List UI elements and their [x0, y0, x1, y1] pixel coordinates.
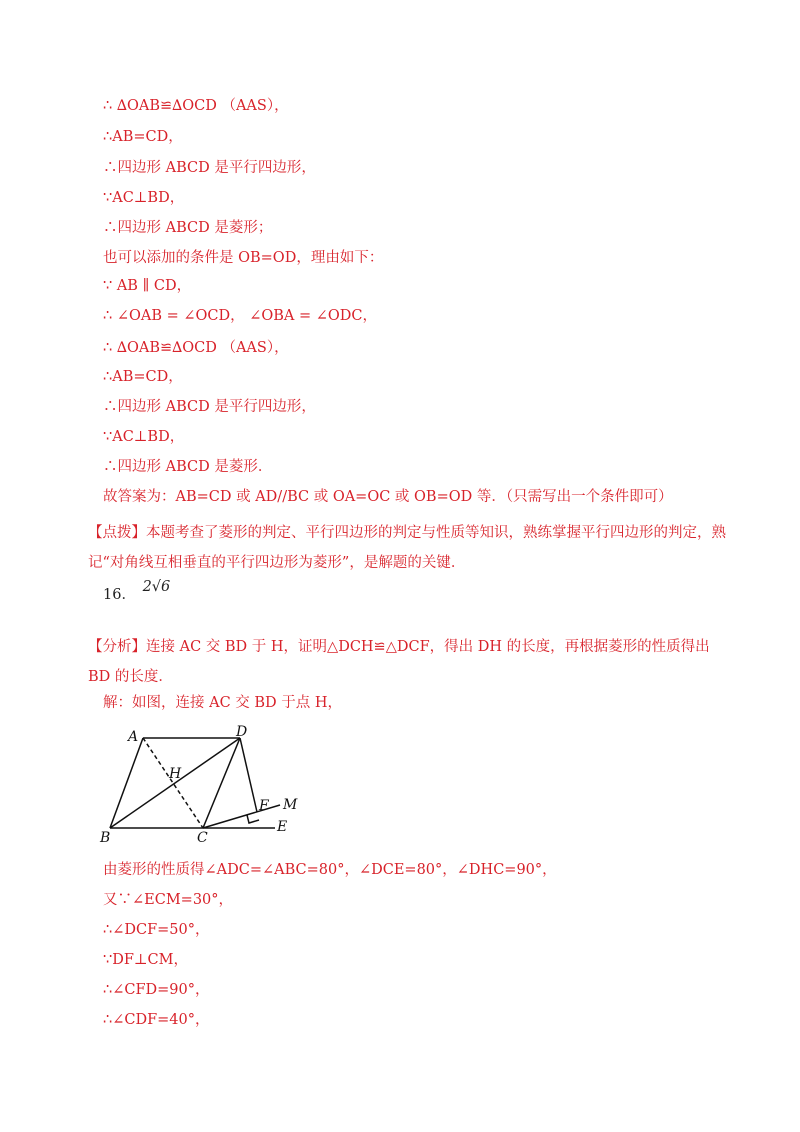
label-d: D — [236, 725, 248, 740]
segment-bd — [110, 738, 240, 828]
label-a: A — [128, 729, 139, 745]
proof-line: ∴∠CDF=40°， — [103, 1012, 210, 1028]
proof-line: ∴ ∆OAB≌∆OCD （AAS）， — [103, 340, 289, 356]
segment-df — [240, 738, 257, 812]
proof-line: ∴ ∆OAB≌∆OCD （AAS）， — [103, 98, 289, 114]
question-16 — [103, 579, 171, 605]
proof-line: ∴四边形 ABCD 是平行四边形， — [103, 160, 316, 176]
proof-line: ∵DF⊥CM， — [103, 952, 188, 968]
label-h: H — [169, 766, 182, 782]
proof-line: ∴AB=CD， — [103, 129, 183, 145]
fenxi-note: 【分析】连接 AC 交 BD 于 H，证明△DCH≌△DCF，得出 DH 的长度，再根据菱形的性质得出 BD 的长度． — [88, 639, 710, 685]
proof-line: ∴四边形 ABCD 是平行四边形， — [103, 399, 316, 415]
proof-line: ∴∠CFD=90°， — [103, 982, 210, 998]
proof-line: ∴四边形 ABCD 是菱形． — [103, 459, 273, 475]
proof-line: ∴ ∠OAB = ∠OCD， ∠OBA = ∠ODC， — [103, 308, 378, 324]
diagonal-ac-dashed — [143, 738, 203, 828]
label-b: B — [100, 830, 111, 845]
label-e: E — [277, 819, 288, 835]
label-f: F — [259, 798, 269, 814]
question-number: 16． — [103, 587, 136, 603]
label-m: M — [283, 797, 298, 813]
segment-ab — [110, 738, 143, 828]
answer-line: 故答案为：AB=CD 或 AD//BC 或 OA=OC 或 OB=OD 等．（只需写出一个条件即可） — [103, 489, 673, 505]
proof-line: ∴四边形 ABCD 是菱形； — [103, 220, 273, 236]
proof-line: ∵AC⊥BD， — [103, 429, 185, 445]
solution-intro: 解：如图，连接 AC 交 BD 于点 H， — [103, 695, 343, 711]
proof-line: ∴AB=CD， — [103, 369, 183, 385]
dianbo-note: 【点拨】本题考查了菱形的判定、平行四边形的判定与性质等知识，熟练掌握平行四边形的判定，熟记“对角线互相垂直的平行四边形为菱形”，是解题的关键． — [88, 525, 726, 571]
proof-line: 也可以添加的条件是 OB=OD，理由如下： — [103, 250, 384, 266]
proof-line: 由菱形的性质得∠ADC=∠ABC=80°，∠DCE=80°，∠DHC=90°， — [103, 862, 557, 878]
rhombus-figure — [95, 725, 335, 845]
question-answer: 2√6 — [142, 579, 171, 595]
label-c: C — [197, 830, 208, 845]
proof-line: ∴∠DCF=50°， — [103, 922, 210, 938]
proof-line: 又∵∠ECM=30°， — [103, 892, 234, 908]
right-angle-mark — [247, 815, 259, 823]
proof-line: ∵ AB ∥ CD， — [103, 278, 192, 294]
proof-line: ∵AC⊥BD， — [103, 190, 185, 206]
